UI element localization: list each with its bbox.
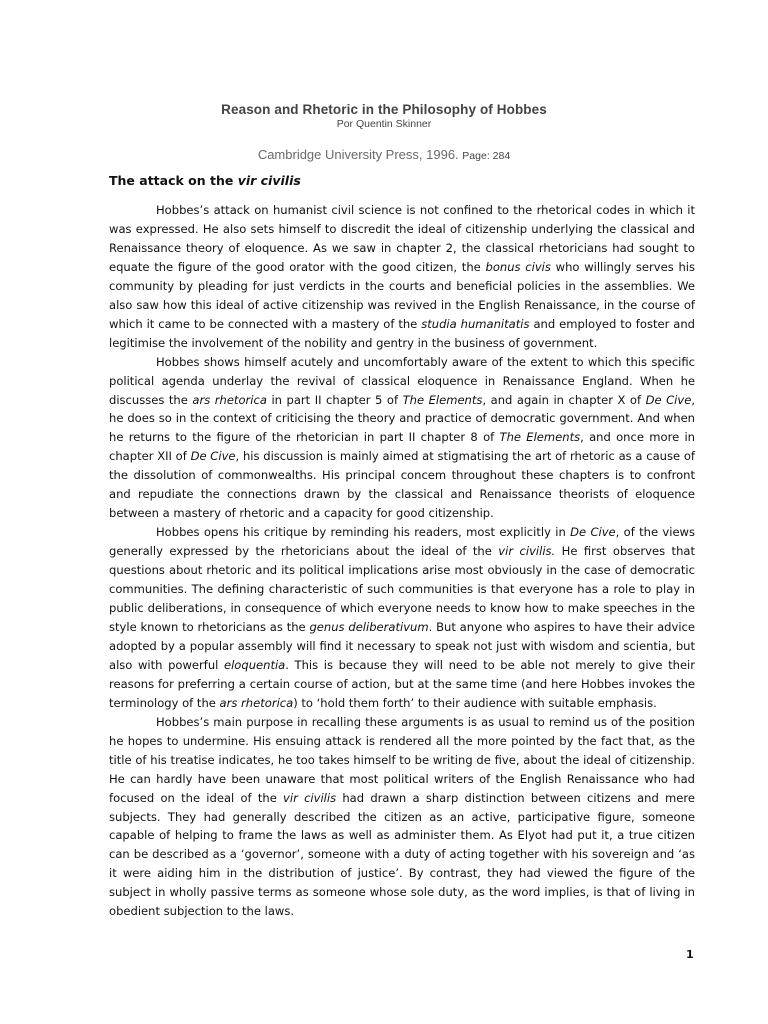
italic-phrase: genus deliberativum	[309, 619, 429, 634]
body-text	[109, 201, 695, 921]
document-header	[0, 101, 768, 164]
section-heading-text: The attack on the	[109, 173, 238, 188]
text-run: , of the views generally expressed by the rhetoricians about the ideal of the	[109, 525, 696, 559]
text-run: and employed to foster and legitimise the involvement of the nobility and gentry in the business of government.	[109, 316, 696, 350]
text-run: . But anyone who aspires to have their advice adopted by a popular assembly will find it necessary to speak not just with wisdom and scientia, but also with powerful	[109, 619, 695, 672]
italic-phrase: studia humanitatis	[421, 316, 530, 331]
text-run: in part II chapter 5 of	[266, 392, 403, 407]
page-number: 1	[686, 948, 694, 961]
italic-phrase: The Elements	[402, 392, 483, 407]
italic-phrase: ars rhetorica	[192, 392, 267, 407]
page-reference: Page: 284	[462, 150, 511, 162]
text-run: , and once more in chapter XII of	[109, 430, 695, 464]
italic-phrase: De Cive	[190, 449, 236, 464]
book-title: Reason and Rhetoric in the Philosophy of Hobbes	[221, 102, 547, 117]
italic-phrase: De Cive	[570, 525, 616, 540]
italic-phrase: vir civilis.	[498, 544, 556, 559]
italic-phrase: eloquentia	[224, 657, 286, 672]
body-paragraph	[109, 353, 695, 524]
italic-phrase: The Elements	[499, 430, 581, 445]
text-run: . This is because they will need to be able not merely to give their reasons for preferring a certain course of action, but at the same time (and here Hobbes invokes the terminology of the	[109, 657, 696, 710]
publisher-name: Cambridge University Press, 1996.	[257, 147, 459, 162]
body-paragraph	[109, 201, 695, 353]
body-paragraph	[109, 523, 695, 713]
section-heading	[109, 172, 301, 190]
text-run: ) to ‘hold them forth’ to their audience with suitable emphasis.	[293, 695, 657, 710]
book-author: Por Quentin Skinner	[336, 118, 432, 130]
text-run: He first observes that questions about rhetoric and its political implications arise most obviously in the case of democratic communities. The defining characteristic of such communities is that everyone has a role to play in public deliberations, in consequence of which everyone needs to know how to make speeches in the style known to rhetoricians as the	[109, 544, 695, 634]
text-run: Hobbes opens his critique by reminding his readers, most explicitly in	[156, 525, 571, 540]
text-run: had drawn a sharp distinction between citizens and mere subjects. They had generally described the citizen as an active, participative figure, someone capable of helping to frame the laws as well as administer them. As Elyot had put it, a true citizen can be described as a ‘governor’, someone with a duty of acting together with his sovereign and ‘as it were aiding him in the distribution of justice’. By contrast, they had viewed the figure of the subject in wholly passive terms as someone whose sole duty, as the word implies, is that of living in obedient subjection to the laws.	[109, 790, 695, 919]
text-run: , and again in chapter X of	[482, 392, 646, 407]
italic-phrase: ars rhetorica	[219, 695, 294, 710]
text-run: Hobbes shows himself acutely and uncomfortably aware of the extent to which this specific political agenda underlay the revival of classical eloquence in Renaissance England. When he discusses the	[109, 354, 695, 407]
body-paragraph	[109, 713, 695, 921]
italic-phrase: De Cive	[645, 392, 692, 407]
italic-phrase: vir civilis	[283, 790, 337, 805]
section-heading-italic: vir civilis	[237, 173, 301, 188]
italic-phrase: bonus civis	[485, 259, 551, 274]
text-run: Hobbes’s attack on humanist civil science is not confined to the rhetorical codes in which it was expressed. He also sets himself to discredit the ideal of citizenship underlying the classical and Renaissance theory of eloquence. As we saw in chapter 2, the classical rhetoricians had sought to equate the figure of the good orator with the good citizen, the	[109, 203, 695, 274]
text-run: Hobbes’s main purpose in recalling these arguments is as usual to remind us of the position he hopes to undermine. His ensuing attack is rendered all the more pointed by the fact that, as the title of his treatise indicates, he too takes himself to be writing de five, about the ideal of citizenship. He can hardly have been unaware that most political writers of the English Renaissance who had focused on the ideal of the	[109, 714, 695, 805]
publisher-line	[0, 147, 768, 164]
text-run: who willingly serves his community by pleading for just verdicts in the courts and beneficial policies in the assemblies. We also saw how this ideal of active citizenship was revived in the English Renaissance, in the course of which it came to be connected with a mastery of the	[109, 259, 695, 331]
text-run: , his discussion is mainly aimed at stigmatising the art of rhetoric as a cause of the dissolution of commonwealths. His principal concem throughout these chapters is to confront and repudiate the connections drawn by the classical and Renaissance theorists of eloquence between a mastery of rhetoric and a capacity for good citizenship.	[109, 449, 696, 521]
text-run: , he does so in the context of criticising the theory and practice of democratic government. And when he returns to the figure of the rhetorician in part II chapter 8 of	[109, 392, 696, 445]
